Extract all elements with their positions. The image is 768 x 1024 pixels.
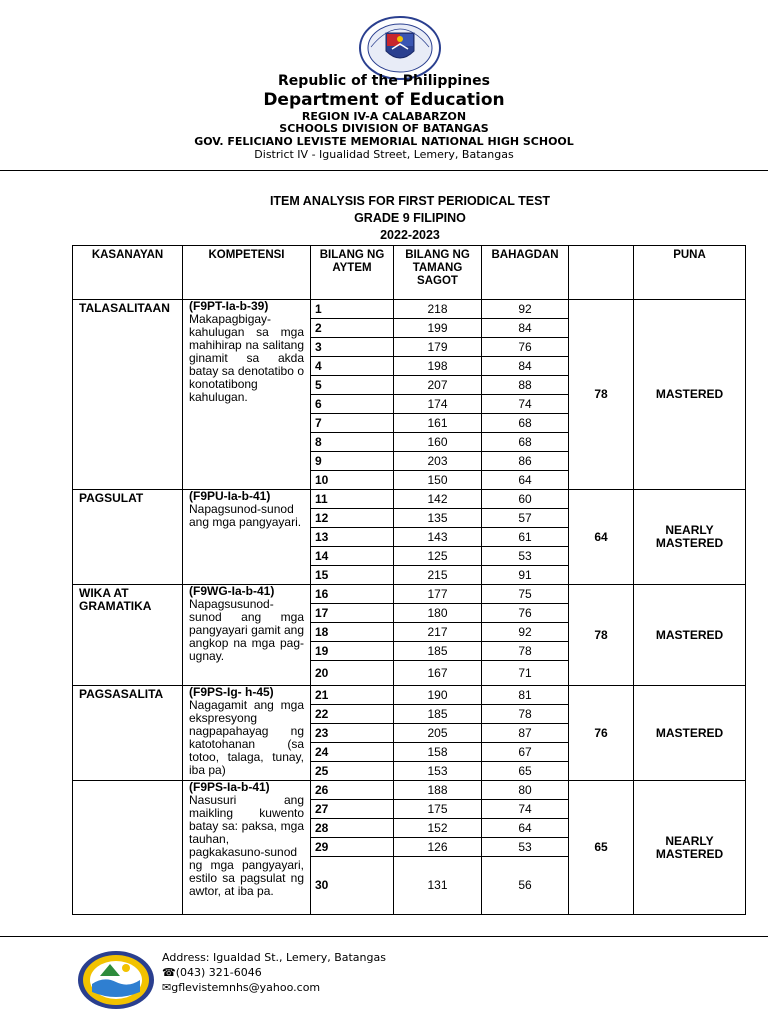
region-line: REGION IV-A CALABARZON xyxy=(301,110,467,123)
correct-count-cell: 161 xyxy=(394,414,482,433)
puna-cell: NEARLY MASTERED xyxy=(634,490,746,585)
table-header-row xyxy=(73,246,746,300)
kasanayan-cell: PAGSULAT xyxy=(73,490,183,585)
puna-cell: MASTERED xyxy=(634,686,746,781)
correct-count-cell: 135 xyxy=(394,509,482,528)
item-percent-cell: 74 xyxy=(482,395,569,414)
competency-code: (F9PS-Ig- h-45) xyxy=(189,685,274,699)
item-number-cell: 16 xyxy=(311,585,394,604)
correct-count-cell: 126 xyxy=(394,838,482,857)
item-percent-cell: 53 xyxy=(482,547,569,566)
item-percent-cell: 78 xyxy=(482,705,569,724)
correct-count-cell: 185 xyxy=(394,642,482,661)
title-line-3: 2022-2023 xyxy=(380,228,440,242)
item-percent-cell: 84 xyxy=(482,319,569,338)
competency-description: Nagagamit ang mga ekspresyong nagpapahayag ng katotohanan (sa totoo, talaga, tunay, iba pa) xyxy=(189,698,304,777)
item-number-cell: 26 xyxy=(311,781,394,800)
item-percent-cell: 57 xyxy=(482,509,569,528)
department-line: Department of Education xyxy=(263,90,505,110)
header-kasanayan: KASANAYAN xyxy=(73,246,183,300)
footer-email-line xyxy=(162,981,320,994)
competency-code: (F9PS-Ia-b-41) xyxy=(189,780,270,794)
item-percent-cell: 53 xyxy=(482,838,569,857)
group-percent-cell: 78 xyxy=(569,585,634,686)
item-number-cell: 24 xyxy=(311,743,394,762)
correct-count-cell: 142 xyxy=(394,490,482,509)
group-percent-cell: 64 xyxy=(569,490,634,585)
footer-divider xyxy=(0,936,768,937)
email-icon: ✉ xyxy=(162,981,172,994)
item-percent-cell: 86 xyxy=(482,452,569,471)
footer-phone: (043) 321-6046 xyxy=(175,966,262,979)
table-row xyxy=(73,300,746,319)
competency-code: (F9PU-Ia-b-41) xyxy=(189,489,271,503)
header-divider xyxy=(0,170,768,171)
title-line-1: ITEM ANALYSIS FOR FIRST PERIODICAL TEST xyxy=(269,194,551,208)
item-percent-cell: 92 xyxy=(482,300,569,319)
item-percent-cell: 84 xyxy=(482,357,569,376)
item-number-cell: 14 xyxy=(311,547,394,566)
item-percent-cell: 68 xyxy=(482,414,569,433)
item-percent-cell: 91 xyxy=(482,566,569,585)
item-percent-cell: 88 xyxy=(482,376,569,395)
correct-count-cell: 131 xyxy=(394,857,482,915)
header-bilang-tamang-sagot: BILANG NG TAMANG SAGOT xyxy=(394,246,482,300)
item-number-cell: 10 xyxy=(311,471,394,490)
item-number-cell: 30 xyxy=(311,857,394,915)
item-percent-cell: 67 xyxy=(482,743,569,762)
item-number-cell: 6 xyxy=(311,395,394,414)
item-number-cell: 27 xyxy=(311,800,394,819)
header-blank xyxy=(569,246,634,300)
item-percent-cell: 80 xyxy=(482,781,569,800)
correct-count-cell: 188 xyxy=(394,781,482,800)
correct-count-cell: 179 xyxy=(394,338,482,357)
correct-count-cell: 199 xyxy=(394,319,482,338)
item-percent-cell: 81 xyxy=(482,686,569,705)
competency-description: Nasusuri ang maikling kuwento batay sa: paksa, mga tauhan, pagkakasuno-sunod ng mga pangyayari, estilo sa pagsulat ng awtor, at iba pa. xyxy=(189,793,304,898)
item-number-cell: 18 xyxy=(311,623,394,642)
correct-count-cell: 150 xyxy=(394,471,482,490)
kompetensi-cell xyxy=(183,300,311,490)
puna-cell: MASTERED xyxy=(634,300,746,490)
item-percent-cell: 68 xyxy=(482,433,569,452)
item-percent-cell: 60 xyxy=(482,490,569,509)
correct-count-cell: 177 xyxy=(394,585,482,604)
correct-count-cell: 185 xyxy=(394,705,482,724)
item-number-cell: 23 xyxy=(311,724,394,743)
competency-description: Makapagbigay-kahulugan sa mga mahihirap na salitang ginamit sa akda batay sa denotatibo o konotatibong kahulugan. xyxy=(189,312,304,404)
item-number-cell: 19 xyxy=(311,642,394,661)
item-percent-cell: 74 xyxy=(482,800,569,819)
item-number-cell: 21 xyxy=(311,686,394,705)
item-percent-cell: 92 xyxy=(482,623,569,642)
correct-count-cell: 190 xyxy=(394,686,482,705)
item-number-cell: 3 xyxy=(311,338,394,357)
correct-count-cell: 180 xyxy=(394,604,482,623)
competency-code: (F9WG-Ia-b-41) xyxy=(189,584,275,598)
footer-email: gflevistemnhs@yahoo.com xyxy=(171,981,321,994)
item-number-cell: 22 xyxy=(311,705,394,724)
correct-count-cell: 160 xyxy=(394,433,482,452)
phone-icon: ☎ xyxy=(162,966,176,979)
table-row xyxy=(73,781,746,800)
table-row xyxy=(73,585,746,604)
table-row xyxy=(73,686,746,705)
table-row xyxy=(73,490,746,509)
kompetensi-cell xyxy=(183,490,311,585)
item-percent-cell: 87 xyxy=(482,724,569,743)
correct-count-cell: 167 xyxy=(394,661,482,686)
item-number-cell: 4 xyxy=(311,357,394,376)
header-puna: PUNA xyxy=(634,246,746,300)
item-analysis-table xyxy=(72,245,746,915)
item-number-cell: 13 xyxy=(311,528,394,547)
competency-description: Napagsunod-sunod ang mga pangyayari. xyxy=(189,502,302,529)
item-percent-cell: 75 xyxy=(482,585,569,604)
puna-cell: MASTERED xyxy=(634,585,746,686)
correct-count-cell: 205 xyxy=(394,724,482,743)
item-number-cell: 17 xyxy=(311,604,394,623)
correct-count-cell: 152 xyxy=(394,819,482,838)
item-number-cell: 9 xyxy=(311,452,394,471)
correct-count-cell: 218 xyxy=(394,300,482,319)
header-bilang-aytem: BILANG NG AYTEM xyxy=(311,246,394,300)
group-percent-cell: 76 xyxy=(569,686,634,781)
group-percent-cell: 78 xyxy=(569,300,634,490)
kasanayan-cell: TALASALITAAN xyxy=(73,300,183,490)
division-line: SCHOOLS DIVISION OF BATANGAS xyxy=(279,122,489,135)
footer-address: Address: Igualdad St., Lemery, Batangas xyxy=(162,951,386,964)
correct-count-cell: 207 xyxy=(394,376,482,395)
puna-cell: NEARLY MASTERED xyxy=(634,781,746,915)
header-bahagdan: BAHAGDAN xyxy=(482,246,569,300)
item-percent-cell: 64 xyxy=(482,819,569,838)
item-number-cell: 29 xyxy=(311,838,394,857)
item-number-cell: 12 xyxy=(311,509,394,528)
correct-count-cell: 217 xyxy=(394,623,482,642)
correct-count-cell: 215 xyxy=(394,566,482,585)
correct-count-cell: 175 xyxy=(394,800,482,819)
item-number-cell: 20 xyxy=(311,661,394,686)
kasanayan-cell xyxy=(73,781,183,915)
item-percent-cell: 56 xyxy=(482,857,569,915)
kompetensi-cell xyxy=(183,585,311,686)
school-logo xyxy=(76,950,156,1010)
item-percent-cell: 76 xyxy=(482,604,569,623)
kompetensi-cell xyxy=(183,686,311,781)
correct-count-cell: 153 xyxy=(394,762,482,781)
item-percent-cell: 78 xyxy=(482,642,569,661)
item-percent-cell: 64 xyxy=(482,471,569,490)
correct-count-cell: 125 xyxy=(394,547,482,566)
item-number-cell: 5 xyxy=(311,376,394,395)
district-line: District IV - Igualidad Street, Lemery, Batangas xyxy=(254,148,514,161)
correct-count-cell: 174 xyxy=(394,395,482,414)
kasanayan-cell: WIKA AT GRAMATIKA xyxy=(73,585,183,686)
correct-count-cell: 158 xyxy=(394,743,482,762)
item-number-cell: 25 xyxy=(311,762,394,781)
item-number-cell: 8 xyxy=(311,433,394,452)
correct-count-cell: 143 xyxy=(394,528,482,547)
table-body xyxy=(73,246,746,915)
correct-count-cell: 198 xyxy=(394,357,482,376)
item-percent-cell: 71 xyxy=(482,661,569,686)
item-number-cell: 7 xyxy=(311,414,394,433)
competency-description: Napagsusunod-sunod ang mga pangyayari gamit ang angkop na mga pag-ugnay. xyxy=(189,597,304,663)
item-percent-cell: 61 xyxy=(482,528,569,547)
kompetensi-cell xyxy=(183,781,311,915)
item-number-cell: 28 xyxy=(311,819,394,838)
correct-count-cell: 203 xyxy=(394,452,482,471)
item-percent-cell: 65 xyxy=(482,762,569,781)
item-number-cell: 11 xyxy=(311,490,394,509)
competency-code: (F9PT-Ia-b-39) xyxy=(189,299,269,313)
header-kompetensi: KOMPETENSI xyxy=(183,246,311,300)
footer-phone-line xyxy=(162,966,262,979)
item-number-cell: 1 xyxy=(311,300,394,319)
item-number-cell: 2 xyxy=(311,319,394,338)
republic-line: Republic of the Philippines xyxy=(278,73,490,89)
school-line: GOV. FELICIANO LEVISTE MEMORIAL NATIONAL HIGH SCHOOL xyxy=(194,135,574,148)
group-percent-cell: 65 xyxy=(569,781,634,915)
item-number-cell: 15 xyxy=(311,566,394,585)
deped-seal-logo xyxy=(357,15,443,81)
item-percent-cell: 76 xyxy=(482,338,569,357)
kasanayan-cell: PAGSASALITA xyxy=(73,686,183,781)
title-line-2: GRADE 9 FILIPINO xyxy=(354,211,466,225)
